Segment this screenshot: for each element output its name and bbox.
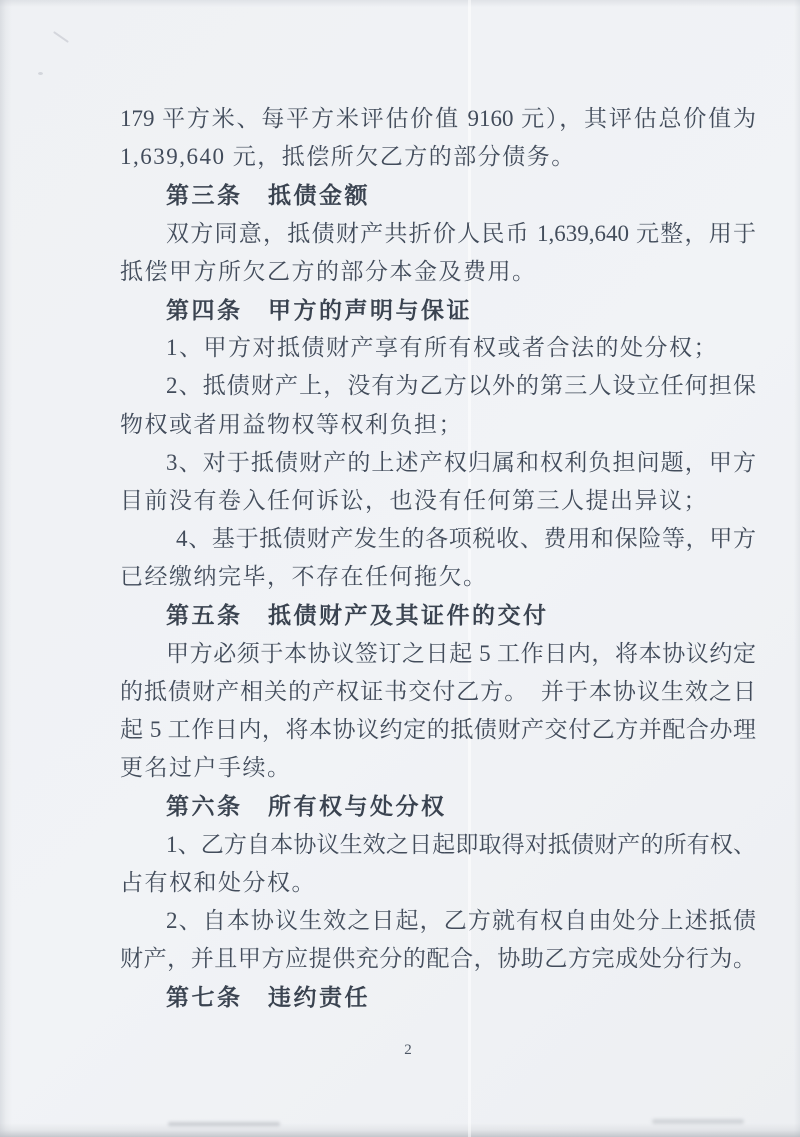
scan-dot-mark [38, 72, 43, 75]
contract-line: 抵偿甲方所欠乙方的部分本金及费用。 [120, 258, 537, 284]
contract-body [120, 100, 756, 1017]
contract-line: 目前没有卷入任何诉讼，也没有任何第三人提出异议； [120, 487, 708, 513]
heading-article-3: 第三条 抵债金额 [166, 182, 370, 209]
contract-line-item-1: 1、甲方对抵债财产享有所有权或者合法的处分权； [166, 335, 718, 361]
contract-line-item-2: 2、自本协议生效之日起，乙方就有权自由处分上述抵债 [166, 907, 756, 933]
contract-line: 物权或者用益物权等权利负担； [120, 411, 463, 437]
contract-line: 双方同意，抵债财产共折价人民币 1,639,640 元整，用于 [166, 220, 756, 246]
heading-article-5: 第五条 抵债财产及其证件的交付 [166, 602, 549, 629]
bottom-edge-smudge [168, 1122, 280, 1126]
contract-line-item-2: 2、抵债财产上，没有为乙方以外的第三人设立任何担保 [166, 373, 756, 399]
contract-line: 财产，并且甲方应提供充分的配合，协助乙方完成处分行为。 [120, 946, 756, 972]
contract-line: 甲方必须于本协议签订之日起 5 工作日内，将本协议约定 [166, 640, 756, 666]
scan-scratch-mark [53, 31, 69, 43]
contract-line-item-1: 1、乙方自本协议生效之日起即取得对抵债财产的所有权、 [166, 831, 756, 857]
contract-line: 已经缴纳完毕，不存在任何拖欠。 [120, 564, 488, 590]
page-number: 2 [404, 1042, 412, 1058]
contract-line: 1,639,640 元，抵偿所欠乙方的部分债务。 [120, 144, 576, 170]
heading-article-6: 第六条 所有权与处分权 [166, 793, 447, 820]
contract-line: 起 5 工作日内，将本协议约定的抵债财产交付乙方并配合办理 [120, 717, 756, 742]
bottom-edge-smudge [652, 1119, 744, 1124]
contract-line: 占有权和处分权。 [120, 869, 316, 895]
heading-article-7: 第七条 违约责任 [166, 984, 370, 1011]
contract-line-item-4: 4、基于抵债财产发生的各项税收、费用和保险等，甲方 [176, 526, 756, 552]
contract-line: 的抵债财产相关的产权证书交付乙方。 并于本协议生效之日 [120, 678, 756, 704]
contract-line: 更名过户手续。 [120, 755, 292, 781]
heading-article-4: 第四条 甲方的声明与保证 [166, 296, 472, 323]
contract-line: 179 平方米、每平方米评估价值 9160 元），其评估总价值为 [120, 106, 756, 131]
contract-line-item-3: 3、对于抵债财产的上述产权归属和权利负担问题，甲方 [166, 449, 756, 475]
